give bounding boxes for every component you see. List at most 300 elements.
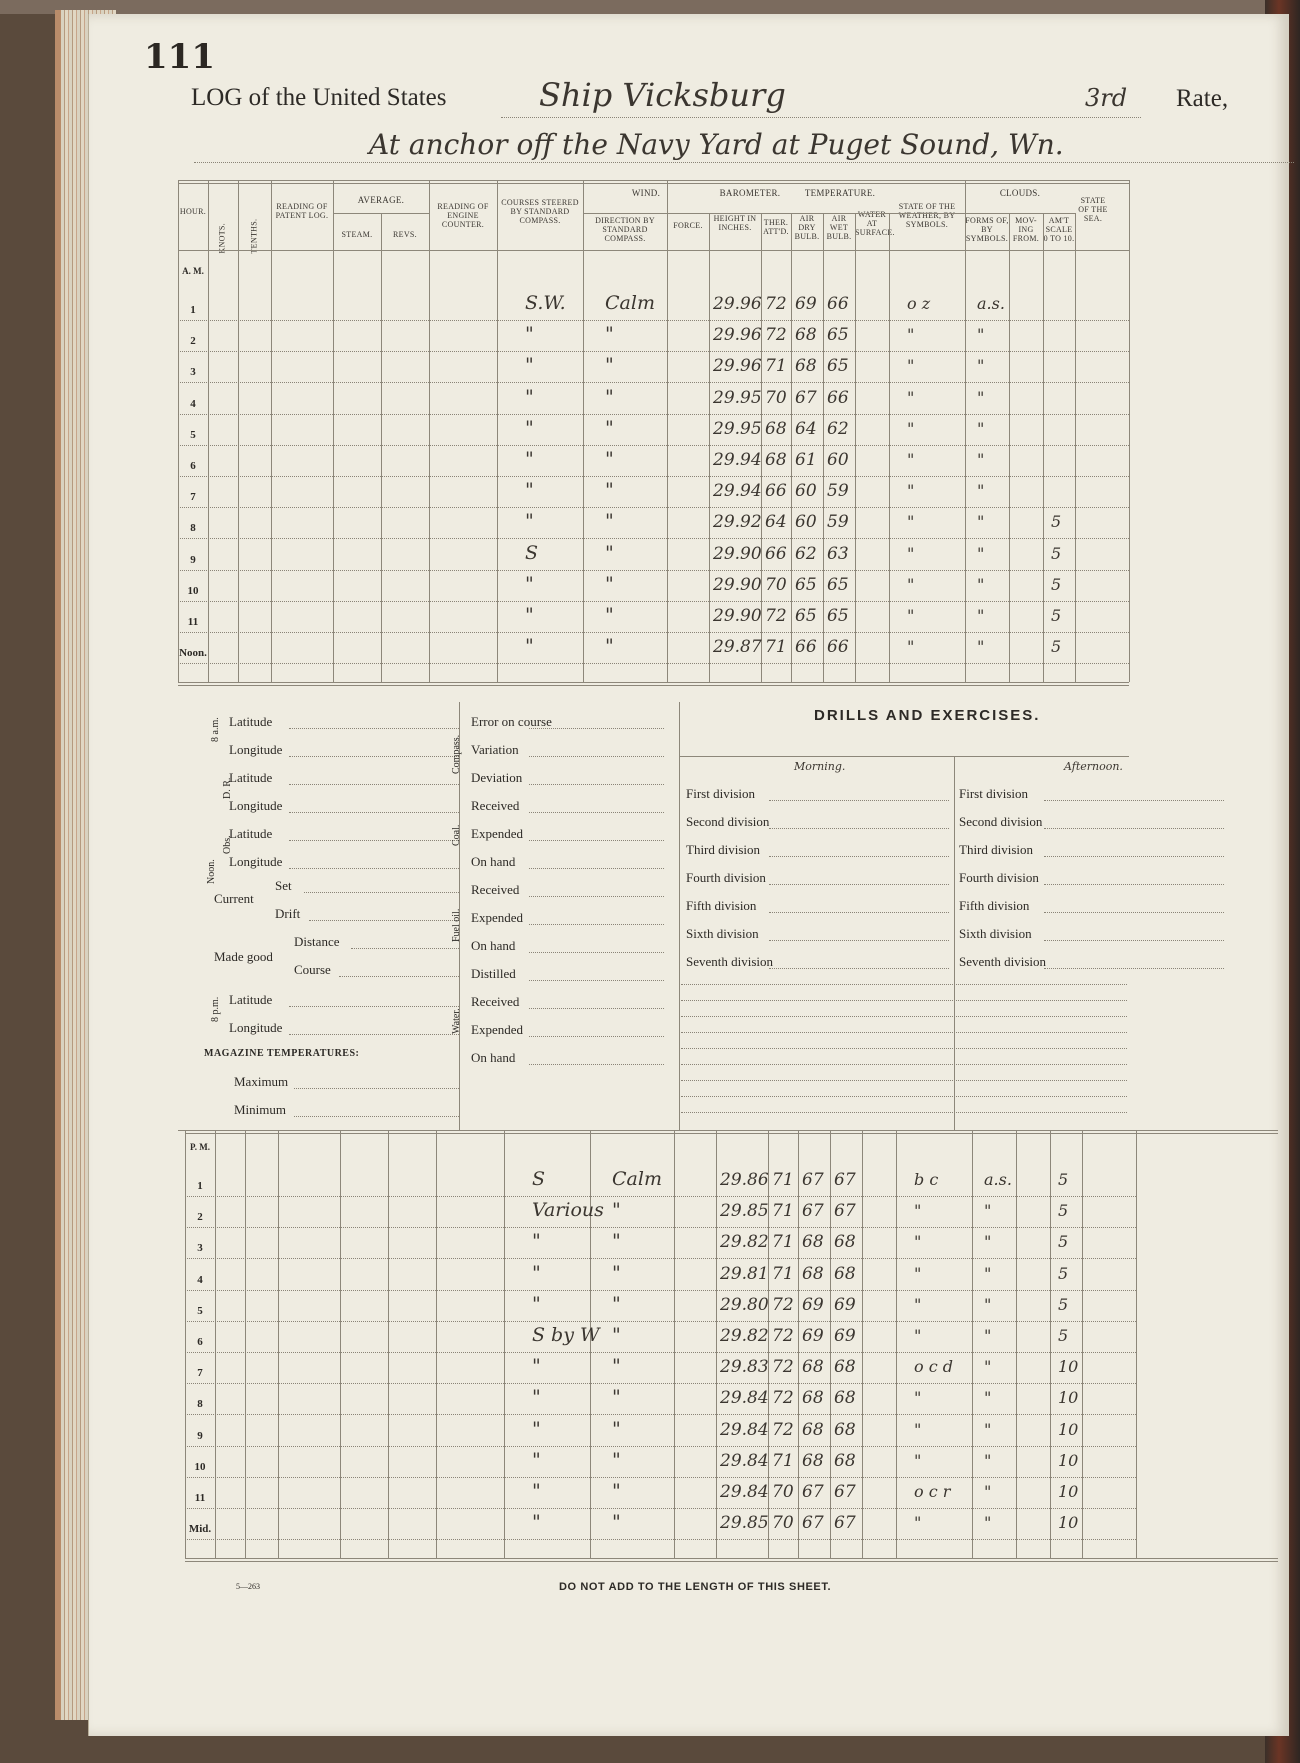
am-hour: 10 bbox=[187, 584, 199, 597]
nav-longitude-8pm: Longitude bbox=[229, 1020, 283, 1035]
pm-bottom-rule bbox=[185, 1558, 1278, 1559]
pm-cloud-forms: " bbox=[984, 1294, 992, 1314]
am-row-line bbox=[178, 663, 1129, 664]
pm-air-wet: 68 bbox=[834, 1263, 856, 1284]
drills-morning-division: Third division bbox=[686, 842, 761, 857]
pm-hour: 11 bbox=[194, 1492, 206, 1504]
pm-air-dry: 68 bbox=[802, 1357, 824, 1378]
pm-course: " bbox=[532, 1230, 541, 1253]
nav-error: Error on course bbox=[471, 714, 552, 729]
pm-hour: 7 bbox=[197, 1367, 203, 1380]
pm-cloud-amount: 10 bbox=[1058, 1419, 1079, 1439]
drills-dotted-line bbox=[769, 968, 949, 969]
am-air-dry: 61 bbox=[795, 450, 817, 470]
am-weather: " bbox=[907, 387, 915, 407]
nav-coal-expended: Expended bbox=[471, 826, 523, 841]
drills-dotted-line bbox=[1044, 800, 1224, 801]
pm-air-dry: 67 bbox=[802, 1201, 824, 1222]
pm-column-line bbox=[215, 1130, 216, 1558]
am-cloud-forms: " bbox=[977, 543, 985, 563]
am-hour: 3 bbox=[190, 366, 196, 379]
side-label-dr: D. R. bbox=[222, 777, 233, 799]
header-amount: AM'T SCALE 0 TO 10. bbox=[1043, 216, 1075, 243]
am-thermometer: 70 bbox=[765, 387, 787, 408]
form-number: 5—263 bbox=[236, 1582, 260, 1591]
am-course: " bbox=[525, 323, 534, 346]
pm-cloud-amount: 5 bbox=[1058, 1294, 1069, 1314]
am-column-line bbox=[429, 180, 430, 682]
drills-divider bbox=[954, 756, 955, 1130]
pm-wind: " bbox=[612, 1355, 621, 1378]
am-row-line bbox=[178, 445, 1129, 446]
header-clouds: CLOUDS. bbox=[999, 188, 1041, 198]
am-barometer: 29.95 bbox=[713, 387, 762, 408]
pm-air-wet: 67 bbox=[834, 1482, 856, 1502]
nav-water-expended: Expended bbox=[471, 1022, 523, 1037]
nav-longitude-8am: Longitude bbox=[229, 742, 283, 757]
nav-dotted-line bbox=[529, 1036, 664, 1037]
am-course: " bbox=[525, 416, 534, 439]
pm-thermometer: 72 bbox=[772, 1294, 794, 1315]
pm-column-line bbox=[1016, 1130, 1017, 1558]
pm-wind: " bbox=[612, 1448, 621, 1471]
pm-air-dry: 67 bbox=[802, 1482, 824, 1502]
pm-air-wet: 69 bbox=[834, 1326, 856, 1346]
nav-minimum: Minimum bbox=[234, 1102, 287, 1117]
header-knots: KNOTS. bbox=[217, 223, 227, 254]
am-hour: 5 bbox=[190, 428, 196, 441]
am-cloud-amount: 5 bbox=[1051, 606, 1062, 625]
pm-barometer: 29.86 bbox=[720, 1170, 769, 1190]
drills-header-rule bbox=[679, 756, 1129, 757]
am-row-line bbox=[178, 320, 1129, 321]
pm-cloud-amount: 10 bbox=[1058, 1388, 1079, 1408]
am-course: " bbox=[525, 448, 534, 470]
nav-dotted-line bbox=[529, 980, 664, 981]
am-cloud-amount: 5 bbox=[1051, 543, 1062, 563]
pm-weather: o c d bbox=[914, 1357, 954, 1377]
am-hour: Noon. bbox=[179, 647, 207, 660]
am-bottom-rule-2 bbox=[178, 685, 1129, 686]
am-air-wet: 63 bbox=[827, 543, 849, 564]
header-barometer: BAROMETER. bbox=[719, 188, 781, 198]
am-top-rule bbox=[178, 180, 1129, 181]
pm-thermometer: 71 bbox=[772, 1201, 794, 1222]
am-thermometer: 64 bbox=[765, 512, 787, 533]
am-course: " bbox=[525, 479, 534, 502]
am-air-dry: 69 bbox=[795, 294, 817, 314]
am-barometer: 29.87 bbox=[713, 637, 762, 658]
drills-title: DRILLS AND EXERCISES. bbox=[814, 707, 1041, 724]
pm-hour: 9 bbox=[197, 1429, 203, 1442]
pm-barometer: 29.84 bbox=[720, 1450, 769, 1471]
pm-cloud-amount: 5 bbox=[1058, 1232, 1069, 1252]
pm-cloud-forms: " bbox=[984, 1388, 992, 1408]
nav-dotted-line bbox=[529, 840, 664, 841]
am-wind: " bbox=[605, 541, 614, 564]
am-thermometer: 71 bbox=[765, 637, 787, 658]
pm-cloud-amount: 5 bbox=[1058, 1326, 1069, 1345]
am-row-line bbox=[178, 414, 1129, 415]
am-barometer: 29.96 bbox=[713, 325, 762, 346]
am-hour: 9 bbox=[190, 553, 196, 566]
pm-hour: 6 bbox=[197, 1336, 203, 1348]
am-column-line bbox=[709, 213, 710, 682]
am-barometer: 29.90 bbox=[713, 606, 762, 626]
am-air-dry: 68 bbox=[795, 325, 817, 346]
pm-air-wet: 68 bbox=[834, 1388, 856, 1409]
pm-column-line bbox=[798, 1130, 799, 1558]
header-courses: COURSES STEERED BY STANDARD COMPASS. bbox=[501, 198, 579, 225]
am-weather: o z bbox=[907, 294, 931, 313]
pm-hour: 3 bbox=[197, 1242, 203, 1255]
side-label-water: Water. bbox=[451, 1008, 462, 1034]
nav-dotted-line bbox=[529, 868, 664, 869]
pm-barometer: 29.85 bbox=[720, 1201, 769, 1222]
am-column-line bbox=[1043, 213, 1044, 682]
am-air-wet: 65 bbox=[827, 574, 849, 595]
am-air-wet: 62 bbox=[827, 418, 849, 439]
am-thermometer: 66 bbox=[765, 543, 787, 564]
pm-bottom-rule-2 bbox=[185, 1561, 1278, 1562]
pm-cloud-forms: " bbox=[984, 1419, 992, 1439]
drills-dotted-line bbox=[1044, 912, 1224, 913]
pm-hour: 4 bbox=[197, 1273, 203, 1286]
am-air-dry: 64 bbox=[795, 418, 817, 439]
nav-coal-received: Received bbox=[471, 798, 520, 813]
am-row-line bbox=[178, 507, 1129, 508]
nav-dotted-line bbox=[289, 840, 459, 841]
pm-wind: " bbox=[612, 1261, 621, 1284]
pm-column-line bbox=[436, 1130, 437, 1558]
drills-morning-division: Seventh division bbox=[686, 954, 774, 969]
pm-row-line bbox=[185, 1321, 1136, 1322]
pm-top-rule bbox=[178, 1130, 1278, 1131]
pm-cloud-amount: 10 bbox=[1058, 1450, 1079, 1470]
drills-blank-line bbox=[681, 1112, 1127, 1113]
pm-row-line bbox=[185, 1539, 1136, 1540]
pm-label: P. M. bbox=[190, 1142, 210, 1152]
pm-course: Various bbox=[532, 1199, 604, 1222]
pm-column-line bbox=[1136, 1130, 1137, 1558]
pm-thermometer: 71 bbox=[772, 1450, 794, 1471]
am-barometer: 29.94 bbox=[713, 481, 762, 502]
side-label-coal: Coal. bbox=[451, 824, 462, 846]
pm-air-dry: 67 bbox=[802, 1513, 824, 1534]
am-cloud-forms: " bbox=[977, 450, 985, 469]
pm-cloud-amount: 10 bbox=[1058, 1357, 1079, 1377]
am-weather: " bbox=[907, 450, 915, 469]
drills-morning-division: First division bbox=[686, 786, 755, 801]
pm-row-line bbox=[185, 1477, 1136, 1478]
header-steam: STEAM. bbox=[341, 230, 373, 239]
nav-latitude-8pm: Latitude bbox=[229, 992, 273, 1007]
pm-cloud-forms: " bbox=[984, 1482, 992, 1501]
drills-dotted-line bbox=[769, 828, 949, 829]
am-thermometer: 68 bbox=[765, 418, 787, 439]
pm-hour: 10 bbox=[194, 1460, 206, 1473]
nav-dotted-line bbox=[289, 812, 459, 813]
am-course: " bbox=[525, 510, 534, 533]
side-label-noon: Noon. bbox=[206, 859, 217, 884]
header-ther: THER. ATT'D. bbox=[763, 218, 789, 236]
am-weather: " bbox=[907, 481, 915, 501]
am-air-wet: 66 bbox=[827, 387, 849, 408]
pm-top-rule-2 bbox=[185, 1133, 1278, 1134]
am-thermometer: 72 bbox=[765, 325, 787, 346]
pm-wind: " bbox=[612, 1417, 621, 1440]
am-bottom-rule bbox=[178, 682, 1129, 683]
am-barometer: 29.95 bbox=[713, 418, 762, 439]
pm-air-wet: 67 bbox=[834, 1513, 856, 1534]
drills-dotted-line bbox=[1044, 856, 1224, 857]
header-temperature: TEMPERATURE. bbox=[804, 188, 876, 198]
am-hour: 8 bbox=[190, 522, 196, 535]
nav-distilled: Distilled bbox=[471, 966, 516, 981]
am-cloud-amount: 5 bbox=[1051, 574, 1062, 594]
nav-dotted-line bbox=[529, 1064, 664, 1065]
pm-cloud-forms: " bbox=[984, 1263, 992, 1283]
nav-mid-divider bbox=[679, 702, 680, 1130]
pm-thermometer: 70 bbox=[772, 1513, 794, 1534]
nav-current: Current bbox=[214, 891, 254, 906]
am-hour: 2 bbox=[190, 335, 196, 348]
nav-dotted-line bbox=[289, 728, 459, 729]
pm-row-line bbox=[185, 1414, 1136, 1415]
pm-column-line bbox=[388, 1130, 389, 1558]
header-water: WATER AT SURFACE. bbox=[855, 210, 895, 237]
am-row-line bbox=[178, 570, 1129, 571]
pm-weather: o c r bbox=[914, 1482, 951, 1501]
pm-course: " bbox=[532, 1292, 541, 1315]
am-cloud-forms: a.s. bbox=[977, 294, 1005, 313]
pm-air-dry: 68 bbox=[802, 1388, 824, 1409]
am-column-line bbox=[381, 213, 382, 682]
nav-latitude-dr: Latitude bbox=[229, 770, 273, 785]
drills-morning-label: Morning. bbox=[794, 760, 846, 773]
pm-air-wet: 68 bbox=[834, 1357, 856, 1378]
am-air-dry: 66 bbox=[795, 637, 817, 658]
pm-air-dry: 69 bbox=[802, 1294, 824, 1315]
pm-wind: " bbox=[612, 1324, 621, 1346]
am-column-line bbox=[855, 213, 856, 682]
nav-deviation: Deviation bbox=[471, 770, 523, 785]
am-column-line bbox=[667, 180, 668, 682]
am-thermometer: 70 bbox=[765, 574, 787, 595]
pm-course: " bbox=[532, 1448, 541, 1471]
am-column-line bbox=[583, 180, 584, 682]
pm-wind: " bbox=[612, 1386, 621, 1409]
am-air-dry: 68 bbox=[795, 356, 817, 377]
side-label-compass: Compass. bbox=[451, 734, 462, 774]
pm-course: " bbox=[532, 1511, 541, 1534]
pm-column-line bbox=[504, 1130, 505, 1558]
pm-cloud-forms: " bbox=[984, 1201, 992, 1221]
drills-afternoon-division: Third division bbox=[959, 842, 1034, 857]
am-wind: " bbox=[605, 448, 614, 470]
pm-barometer: 29.80 bbox=[720, 1294, 769, 1315]
drills-blank-line bbox=[681, 1032, 1127, 1033]
nav-distance: Distance bbox=[294, 934, 340, 949]
side-label-fuel: Fuel oil. bbox=[451, 908, 462, 942]
pm-air-wet: 67 bbox=[834, 1201, 856, 1222]
am-cloud-forms: " bbox=[977, 481, 985, 501]
am-cloud-forms: " bbox=[977, 606, 985, 625]
pm-thermometer: 72 bbox=[772, 1419, 794, 1440]
header-hour: HOUR. bbox=[179, 207, 207, 216]
am-wind: " bbox=[605, 604, 614, 626]
drills-afternoon-division: Second division bbox=[959, 814, 1043, 829]
drills-blank-line bbox=[681, 1096, 1127, 1097]
pm-course: S by W bbox=[532, 1324, 600, 1346]
nav-drift: Drift bbox=[275, 906, 301, 921]
am-course: " bbox=[525, 385, 534, 408]
am-air-wet: 59 bbox=[827, 512, 849, 533]
pm-column-line bbox=[340, 1130, 341, 1558]
am-wind: " bbox=[605, 479, 614, 502]
drills-dotted-line bbox=[769, 940, 949, 941]
am-air-wet: 66 bbox=[827, 294, 849, 314]
pm-weather: " bbox=[914, 1294, 922, 1314]
am-air-dry: 60 bbox=[795, 481, 817, 502]
nav-dotted-line bbox=[289, 784, 459, 785]
pm-cloud-amount: 10 bbox=[1058, 1513, 1079, 1533]
nav-latitude-obs: Latitude bbox=[229, 826, 273, 841]
am-course: S bbox=[525, 541, 539, 564]
header-sea: STATE OF THE SEA. bbox=[1078, 196, 1108, 223]
drills-blank-line bbox=[681, 1064, 1127, 1065]
pm-thermometer: 71 bbox=[772, 1170, 794, 1190]
am-cloud-forms: " bbox=[977, 574, 985, 594]
am-column-line bbox=[791, 213, 792, 682]
am-cloud-forms: " bbox=[977, 387, 985, 407]
book-top-edge bbox=[0, 0, 1300, 14]
am-row-line bbox=[178, 351, 1129, 352]
am-air-wet: 65 bbox=[827, 325, 849, 346]
am-course: " bbox=[525, 635, 534, 658]
am-column-line bbox=[238, 180, 239, 682]
am-row-line bbox=[178, 538, 1129, 539]
pm-air-wet: 68 bbox=[834, 1232, 856, 1253]
pm-air-wet: 69 bbox=[834, 1294, 856, 1315]
page-number: 111 bbox=[144, 37, 215, 77]
pm-weather: " bbox=[914, 1263, 922, 1283]
footer-notice: DO NOT ADD TO THE LENGTH OF THIS SHEET. bbox=[559, 1581, 832, 1593]
am-cloud-forms: " bbox=[977, 418, 985, 438]
am-cloud-amount: 5 bbox=[1051, 637, 1062, 657]
nav-fuel-received: Received bbox=[471, 882, 520, 897]
nav-dotted-line bbox=[529, 1008, 664, 1009]
am-barometer: 29.94 bbox=[713, 450, 762, 470]
am-wind: " bbox=[605, 354, 614, 377]
nav-dotted-line bbox=[289, 1034, 459, 1035]
pm-wind: " bbox=[612, 1480, 621, 1502]
am-column-line bbox=[965, 180, 966, 682]
drills-dotted-line bbox=[1044, 940, 1224, 941]
pm-column-line bbox=[972, 1130, 973, 1558]
drills-blank-line bbox=[681, 1080, 1127, 1081]
nav-variation: Variation bbox=[471, 742, 519, 757]
drills-morning-division: Fifth division bbox=[686, 898, 757, 913]
pm-row-line bbox=[185, 1290, 1136, 1291]
am-column-line bbox=[333, 180, 334, 682]
drills-afternoon-division: Sixth division bbox=[959, 926, 1032, 941]
am-wind: " bbox=[605, 385, 614, 408]
pm-column-line bbox=[245, 1130, 246, 1558]
pm-weather: " bbox=[914, 1513, 922, 1533]
pm-course: S bbox=[532, 1168, 546, 1190]
pm-wind: " bbox=[612, 1511, 621, 1534]
nav-longitude-obs: Longitude bbox=[229, 854, 283, 869]
nav-dotted-line bbox=[529, 728, 664, 729]
am-column-line bbox=[208, 180, 209, 682]
pm-cloud-amount: 5 bbox=[1058, 1170, 1069, 1189]
pm-hour: 8 bbox=[197, 1398, 203, 1411]
drills-dotted-line bbox=[1044, 884, 1224, 885]
am-course: " bbox=[525, 604, 534, 626]
pm-column-line bbox=[830, 1130, 831, 1558]
am-top-rule-2 bbox=[178, 183, 1129, 184]
pm-hour: 2 bbox=[197, 1211, 203, 1224]
am-weather: " bbox=[907, 356, 915, 376]
header-revs: REVS. bbox=[393, 230, 417, 239]
drills-blank-line bbox=[681, 1048, 1127, 1049]
am-hour: 4 bbox=[190, 397, 196, 410]
pm-row-line bbox=[185, 1508, 1136, 1509]
pm-air-dry: 68 bbox=[802, 1232, 824, 1253]
pm-barometer: 29.82 bbox=[720, 1326, 769, 1346]
nav-dotted-line bbox=[294, 1088, 459, 1089]
pm-column-line bbox=[674, 1130, 675, 1558]
nav-dotted-line bbox=[304, 892, 459, 893]
nav-dotted-line bbox=[309, 920, 459, 921]
drills-morning-division: Fourth division bbox=[686, 870, 766, 885]
pm-air-wet: 68 bbox=[834, 1419, 856, 1440]
am-course: " bbox=[525, 354, 534, 377]
pm-hour: 1 bbox=[197, 1180, 203, 1192]
am-row-line bbox=[178, 382, 1129, 383]
pm-cloud-forms: " bbox=[984, 1450, 992, 1470]
location: At anchor off the Navy Yard at Puget Sound, Wn. bbox=[369, 128, 1064, 161]
nav-water-on-hand: On hand bbox=[471, 1050, 516, 1065]
drills-morning-division: Sixth division bbox=[686, 926, 759, 941]
log-title: LOG of the United States bbox=[191, 84, 447, 111]
pm-column-line bbox=[1050, 1130, 1051, 1558]
pm-barometer: 29.83 bbox=[720, 1357, 769, 1378]
header-weather: STATE OF THE WEATHER, BY SYMBOLS. bbox=[898, 202, 956, 229]
pm-row-line bbox=[185, 1196, 1136, 1197]
header-patent-log: READING OF PATENT LOG. bbox=[275, 202, 329, 220]
am-weather: " bbox=[907, 418, 915, 438]
am-air-dry: 62 bbox=[795, 543, 817, 564]
nav-maximum: Maximum bbox=[234, 1074, 289, 1089]
ship-name: Ship Vicksburg bbox=[539, 76, 786, 114]
nav-dotted-line bbox=[529, 756, 664, 757]
pm-cloud-forms: " bbox=[984, 1513, 992, 1533]
am-air-wet: 60 bbox=[827, 450, 849, 470]
pm-course: " bbox=[532, 1417, 541, 1440]
pm-air-wet: 68 bbox=[834, 1450, 856, 1471]
am-row-line bbox=[178, 476, 1129, 477]
am-barometer: 29.96 bbox=[713, 356, 762, 377]
nav-dotted-line bbox=[529, 952, 664, 953]
am-column-line bbox=[1009, 213, 1010, 682]
am-wind: " bbox=[605, 635, 614, 658]
am-weather: " bbox=[907, 543, 915, 563]
drills-dotted-line bbox=[769, 912, 949, 913]
pm-thermometer: 71 bbox=[772, 1263, 794, 1284]
am-weather: " bbox=[907, 637, 915, 657]
